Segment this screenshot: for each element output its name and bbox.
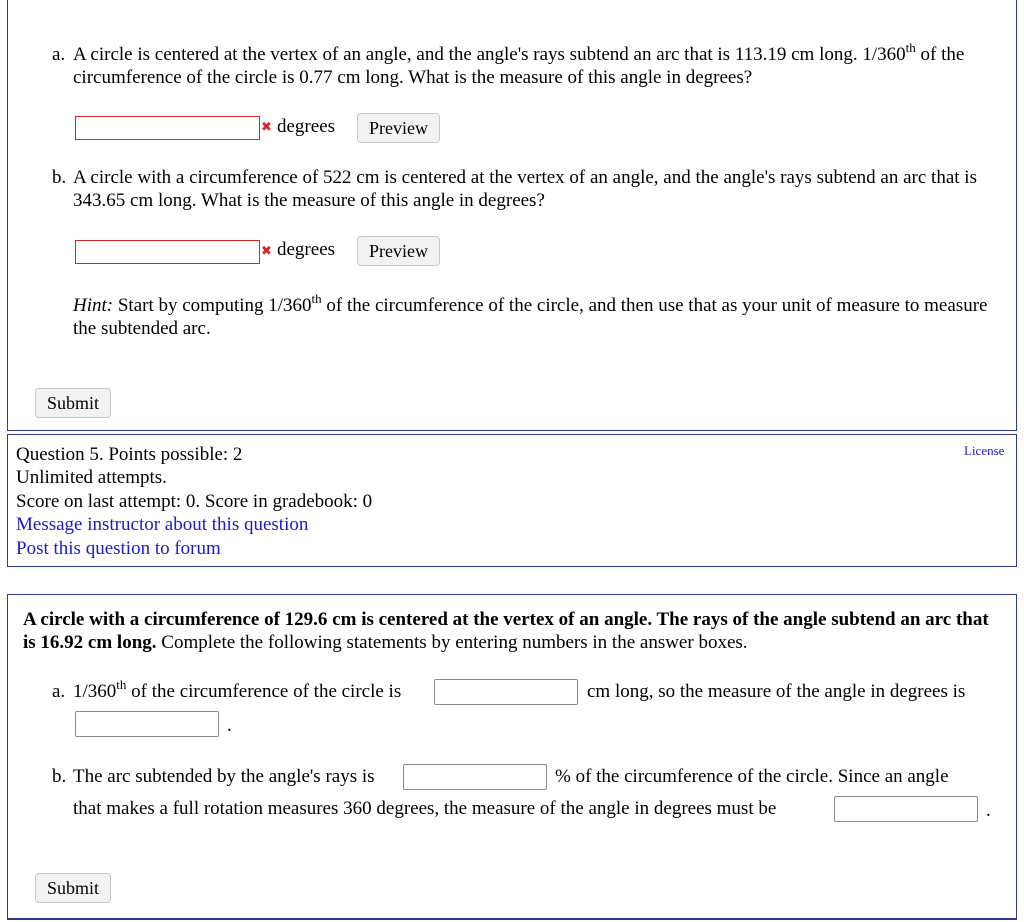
bottom-divider — [7, 918, 1017, 920]
q5-part-b-text2: % of the circumference of the circle. Since an angle — [555, 766, 949, 787]
question-4-part-b — [52, 166, 1012, 212]
preview-button-b[interactable]: Preview — [357, 236, 440, 266]
submit-button-q4[interactable]: Submit — [35, 388, 111, 418]
part-a-text: A circle is centered at the vertex of an angle, and the angle's rays subtend an arc that is 113.19 cm long. 1/360 — [73, 44, 906, 65]
q5-part-b-text1: The arc subtended by the angle's rays is — [73, 766, 375, 787]
cross-icon: ✖ — [261, 120, 272, 135]
message-instructor-link[interactable]: Message instructor about this question — [16, 514, 309, 536]
question-5-intro-rest: Complete the following statements by entering numbers in the answer boxes. — [156, 632, 748, 653]
q5-part-a-text3: cm long, so the measure of the angle in degrees is — [587, 681, 966, 702]
part-a-sup: th — [905, 39, 916, 55]
q5-part-a-end: . — [227, 715, 232, 736]
part-a-label: a. — [52, 44, 66, 65]
part-b-label: b. — [52, 167, 67, 188]
part-a-text-rest: of the circumference of the circle is 0.77 cm long. What is the measure of this angle in degrees? — [73, 44, 965, 88]
q5-part-b-label: b. — [52, 766, 67, 787]
question-4-part-a — [52, 39, 1012, 89]
hint-label: Hint: — [73, 295, 114, 316]
q5-part-b-input-1[interactable] — [403, 764, 547, 790]
submit-button-q5[interactable]: Submit — [35, 873, 111, 903]
q5-part-b-end: . — [986, 800, 991, 821]
question-5-intro-bold: A circle with a circumference of 129.6 cm is centered at the vertex of an angle. The rays of the angle subtend an arc that is 16.92 cm long. — [23, 609, 989, 653]
q5-part-a-text1: 1/360th of the circumference of the circle is — [73, 676, 402, 702]
question-5-info — [16, 443, 716, 560]
attempts-text: Unlimited attempts. — [16, 467, 167, 489]
post-to-forum-link[interactable]: Post this question to forum — [16, 537, 221, 559]
license-link[interactable]: License — [964, 443, 1005, 458]
part-b-text: A circle with a circumference of 522 cm is centered at the vertex of an angle, and the angle's rays subtend an arc that is 343.65 cm long. What is the measure of this angle in degrees? — [73, 167, 977, 211]
part-a-answer-input[interactable] — [75, 116, 260, 140]
q5-part-b-input-2[interactable] — [834, 796, 978, 822]
hint-text: Hint: Start by computing 1/360th of the circumference of the circle, and then use that as your unit of measure to measure the subtended arc. — [73, 290, 988, 339]
question-title: Question 5. Points possible: 2 — [16, 444, 243, 465]
q5-part-a-label: a. — [52, 681, 66, 702]
question-5-intro — [23, 608, 998, 654]
q5-part-a-input-2[interactable] — [75, 711, 219, 737]
q5-part-b-text3: that makes a full rotation measures 360 degrees, the measure of the angle in degrees must be — [73, 798, 777, 819]
cross-icon: ✖ — [261, 244, 272, 259]
part-b-answer-input[interactable] — [75, 240, 260, 264]
part-a-unit: degrees — [277, 116, 336, 137]
part-b-unit: degrees — [277, 239, 336, 260]
q5-part-a-input-1[interactable] — [434, 679, 578, 705]
preview-button-a[interactable]: Preview — [357, 113, 440, 143]
score-text: Score on last attempt: 0. Score in gradebook: 0 — [16, 490, 373, 512]
